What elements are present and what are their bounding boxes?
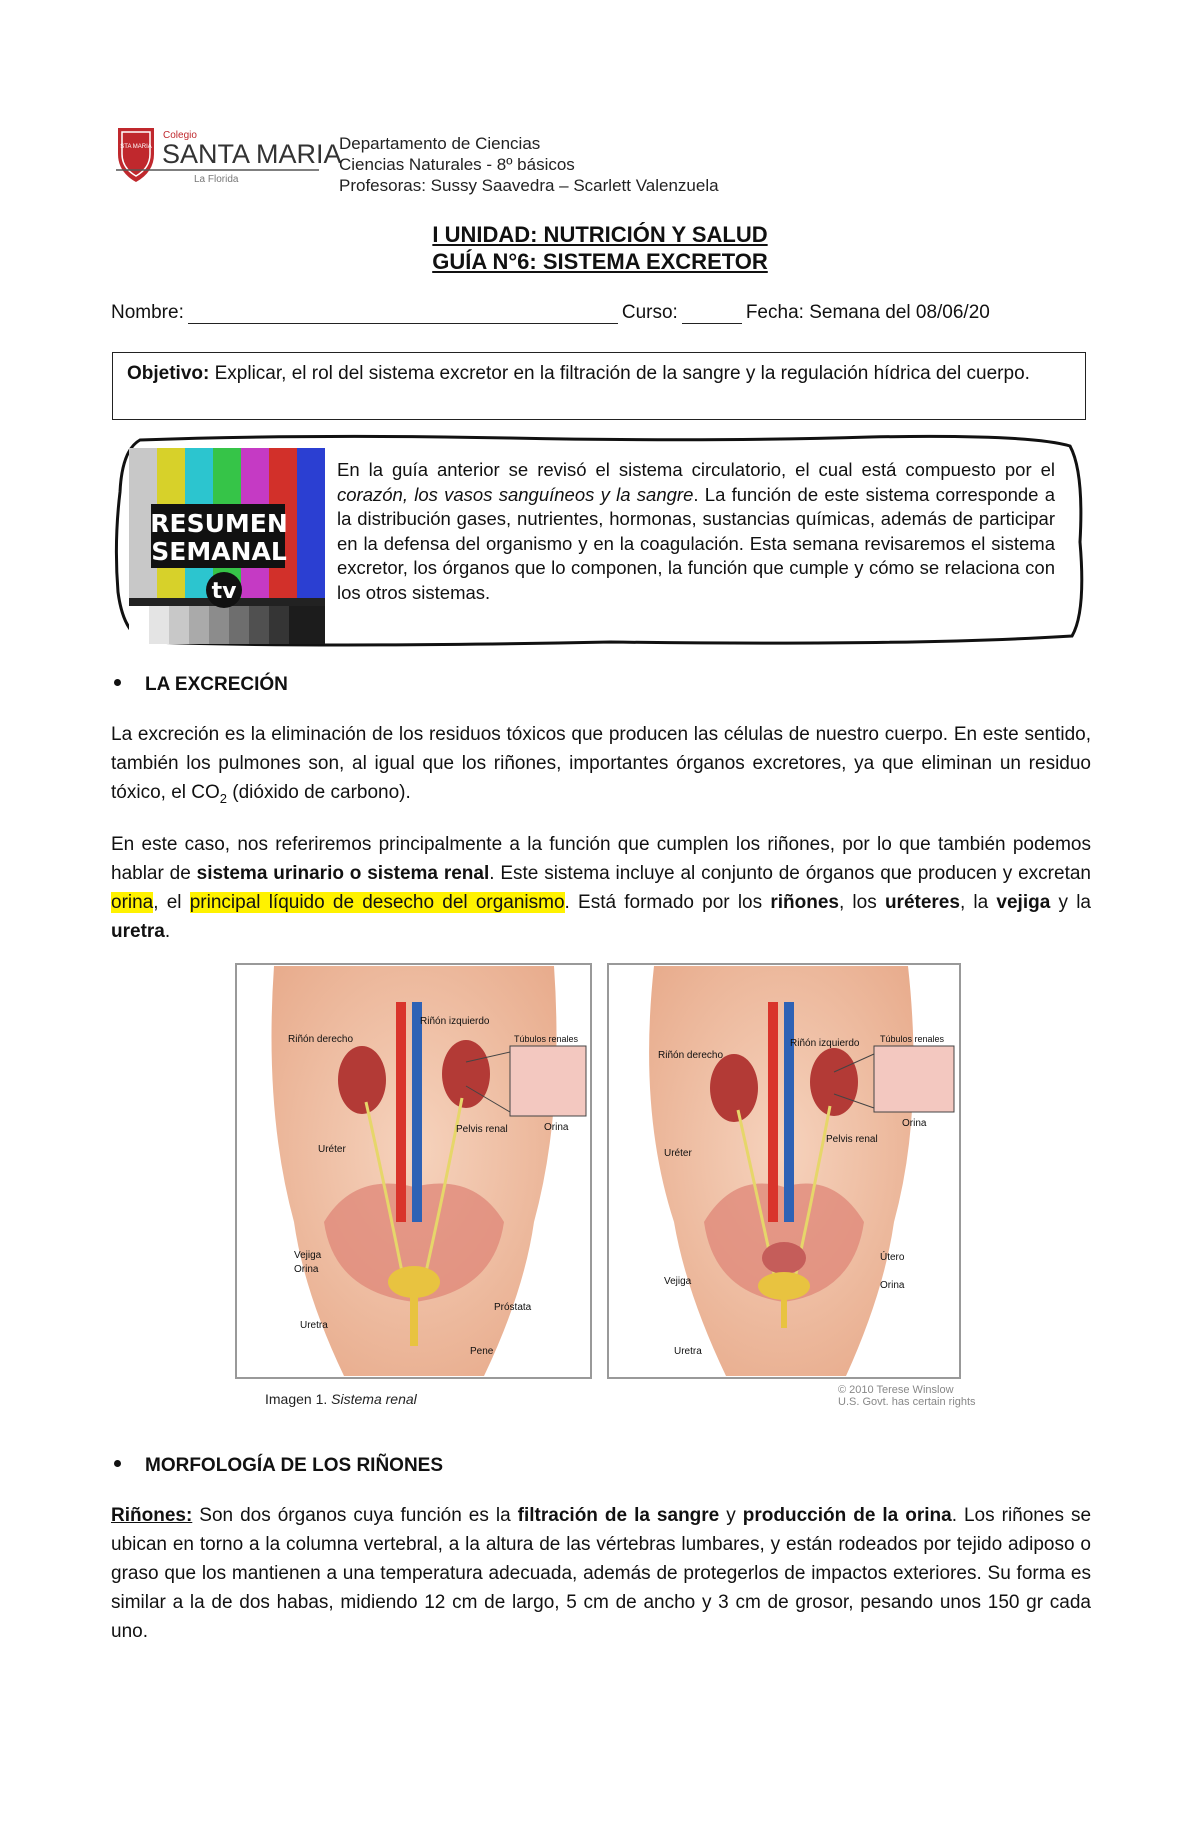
section-heading-text: MORFOLOGÍA DE LOS RIÑONES: [145, 1455, 444, 1476]
para-text: , los: [838, 892, 885, 913]
objective-text: Explicar, el rol del sistema excretor en la filtración de la sangre y la regulación hídrica del cuerpo.: [209, 363, 1030, 384]
unit-title: I UNIDAD: NUTRICIÓN Y SALUD: [432, 222, 768, 247]
course-field[interactable]: [682, 305, 742, 324]
name-label: Nombre:: [111, 302, 184, 323]
para-text: En este caso, nos referiremos principalmente a la función que cumplen los riñones, por lo que también podemos hablar de: [111, 834, 1091, 884]
label: Túbulos renales: [514, 1034, 579, 1044]
para-text: .: [164, 921, 171, 942]
label: Vejiga: [664, 1276, 692, 1287]
bullet-icon: [114, 1460, 121, 1467]
para-text: y la: [1050, 892, 1091, 913]
label: Pelvis renal: [826, 1134, 878, 1145]
female-anatomy-panel: [608, 964, 960, 1378]
para-bold: producción de la orina: [742, 1505, 952, 1526]
para-text: , el: [153, 892, 190, 913]
date-label: Fecha:: [745, 302, 804, 323]
department-info: [339, 133, 719, 196]
para-text: , la: [959, 892, 997, 913]
para-text: Son dos órganos cuya función es la: [192, 1505, 518, 1526]
copyright-line: © 2010 Terese Winslow: [838, 1384, 954, 1396]
dept-line: Departamento de Ciencias: [339, 134, 541, 153]
label: Orina: [880, 1280, 905, 1291]
para-bold: uréteres: [884, 892, 960, 913]
course-label: Curso:: [621, 302, 678, 323]
paragraph-rinones: [111, 1501, 1091, 1646]
objective-label: Objetivo:: [127, 363, 210, 384]
guide-title: GUÍA N°6: SISTEMA EXCRETOR: [432, 249, 768, 274]
label: Útero: [880, 1252, 905, 1263]
label: Vejiga: [294, 1250, 322, 1261]
paragraph-sistema-renal: [111, 830, 1091, 946]
logo-shield-text: STA MARIA: [120, 144, 152, 150]
label: Próstata: [494, 1302, 532, 1313]
label: Orina: [544, 1122, 569, 1133]
objective-box: [112, 352, 1086, 420]
tv-text-line3: tv: [211, 579, 237, 604]
highlight-orina: orina: [111, 892, 154, 913]
label: Pene: [470, 1346, 494, 1357]
label: Riñón izquierdo: [420, 1016, 490, 1027]
para-bold: sistema urinario o sistema renal: [196, 863, 490, 884]
label: Uréter: [318, 1144, 346, 1155]
label: Riñón derecho: [658, 1050, 724, 1061]
tv-text-line2: SEMANAL: [151, 537, 287, 566]
label: Riñón derecho: [288, 1034, 354, 1045]
caption-title: Sistema renal: [331, 1391, 417, 1407]
logo-small-text: Colegio: [163, 130, 197, 141]
para-text: . Los riñones se ubican en torno a la columna vertebral, a la altura de las vértebras lumbares, y están rodeados por tejido adiposo o graso que los mantienen a una temperatura adecuada, además de protegerlos de impactos exteriores. Su forma es similar a la de dos habas, midiendo 12 cm de largo, 5 cm de ancho y 3 cm de grosor, pesando unos 150 gr cada uno.: [111, 1505, 1092, 1642]
label: Orina: [294, 1264, 319, 1275]
date-value: Semana del 08/06/20: [809, 302, 990, 323]
name-field[interactable]: [188, 305, 618, 324]
para-text: . Este sistema incluye al conjunto de órganos que producen y excretan: [489, 863, 1091, 884]
para-text: (dióxido de carbono).: [227, 782, 411, 803]
male-anatomy-panel: [236, 964, 591, 1378]
highlight-liquido: principal líquido de desecho del organismo: [189, 892, 565, 913]
para-bold: filtración de la sangre: [517, 1505, 720, 1526]
rinones-label: Riñones:: [111, 1505, 193, 1526]
paragraph-excrecion: [111, 720, 1091, 813]
summary-text-part: . La función de este sistema corresponde a la distribución gases, nutrientes, hormonas, sustancias químicas, además de participar en la defensa del organismo y en la coagulación. Esta semana revisaremos el sistema excretor, los órganos que lo componen, la función que cumple y cómo se relaciona con los otros sistemas.: [337, 483, 1055, 603]
section-heading-morfologia: [114, 1455, 443, 1477]
dept-line: Profesoras: Sussy Saavedra – Scarlett Valenzuela: [339, 176, 719, 195]
para-text: . Está formado por los: [564, 892, 771, 913]
summary-text: [337, 458, 1055, 605]
label: Uretra: [674, 1346, 702, 1357]
summary-italic: corazón, los vasos sanguíneos y la sangre: [337, 483, 694, 505]
section-heading-excrecion: [114, 674, 288, 696]
dept-line: Ciencias Naturales - 8º básicos: [339, 155, 575, 174]
label: Uréter: [664, 1148, 692, 1159]
caption-prefix: Imagen 1.: [265, 1391, 332, 1407]
para-bold: vejiga: [996, 892, 1051, 913]
para-text: La excreción es la eliminación de los residuos tóxicos que producen las células de nuestro cuerpo. En este sentido, también los pulmones son, al igual que los riñones, importantes órganos excretores, ya que eliminan un residuo tóxico, el CO: [111, 724, 1091, 803]
label: Orina: [902, 1118, 927, 1129]
figure-copyright: [838, 1384, 976, 1408]
logo-sub-text: La Florida: [194, 174, 239, 185]
figure-caption: [265, 1391, 417, 1407]
copyright-line: U.S. Govt. has certain rights: [838, 1396, 976, 1408]
section-heading-text: LA EXCRECIÓN: [145, 674, 288, 695]
para-bold: uretra: [111, 921, 165, 942]
logo-main-text: SANTA MARIA: [162, 139, 342, 169]
tv-text-line1: RESUMEN: [150, 509, 288, 538]
summary-text-part: En la guía anterior se revisó el sistema circulatorio, el cual está compuesto por el: [337, 459, 1055, 480]
school-logo: [116, 124, 342, 188]
co2-subscript: 2: [219, 790, 227, 806]
bullet-icon: [114, 679, 121, 686]
student-info-row: [111, 302, 990, 324]
label: Túbulos renales: [880, 1034, 945, 1044]
label: Uretra: [300, 1320, 328, 1331]
para-text: y: [719, 1505, 743, 1526]
renal-system-figure: [234, 962, 964, 1382]
label: Riñón izquierdo: [790, 1038, 860, 1049]
resumen-semanal-tv-image: [129, 448, 325, 644]
para-bold: riñones: [770, 892, 839, 913]
label: Pelvis renal: [456, 1124, 508, 1135]
